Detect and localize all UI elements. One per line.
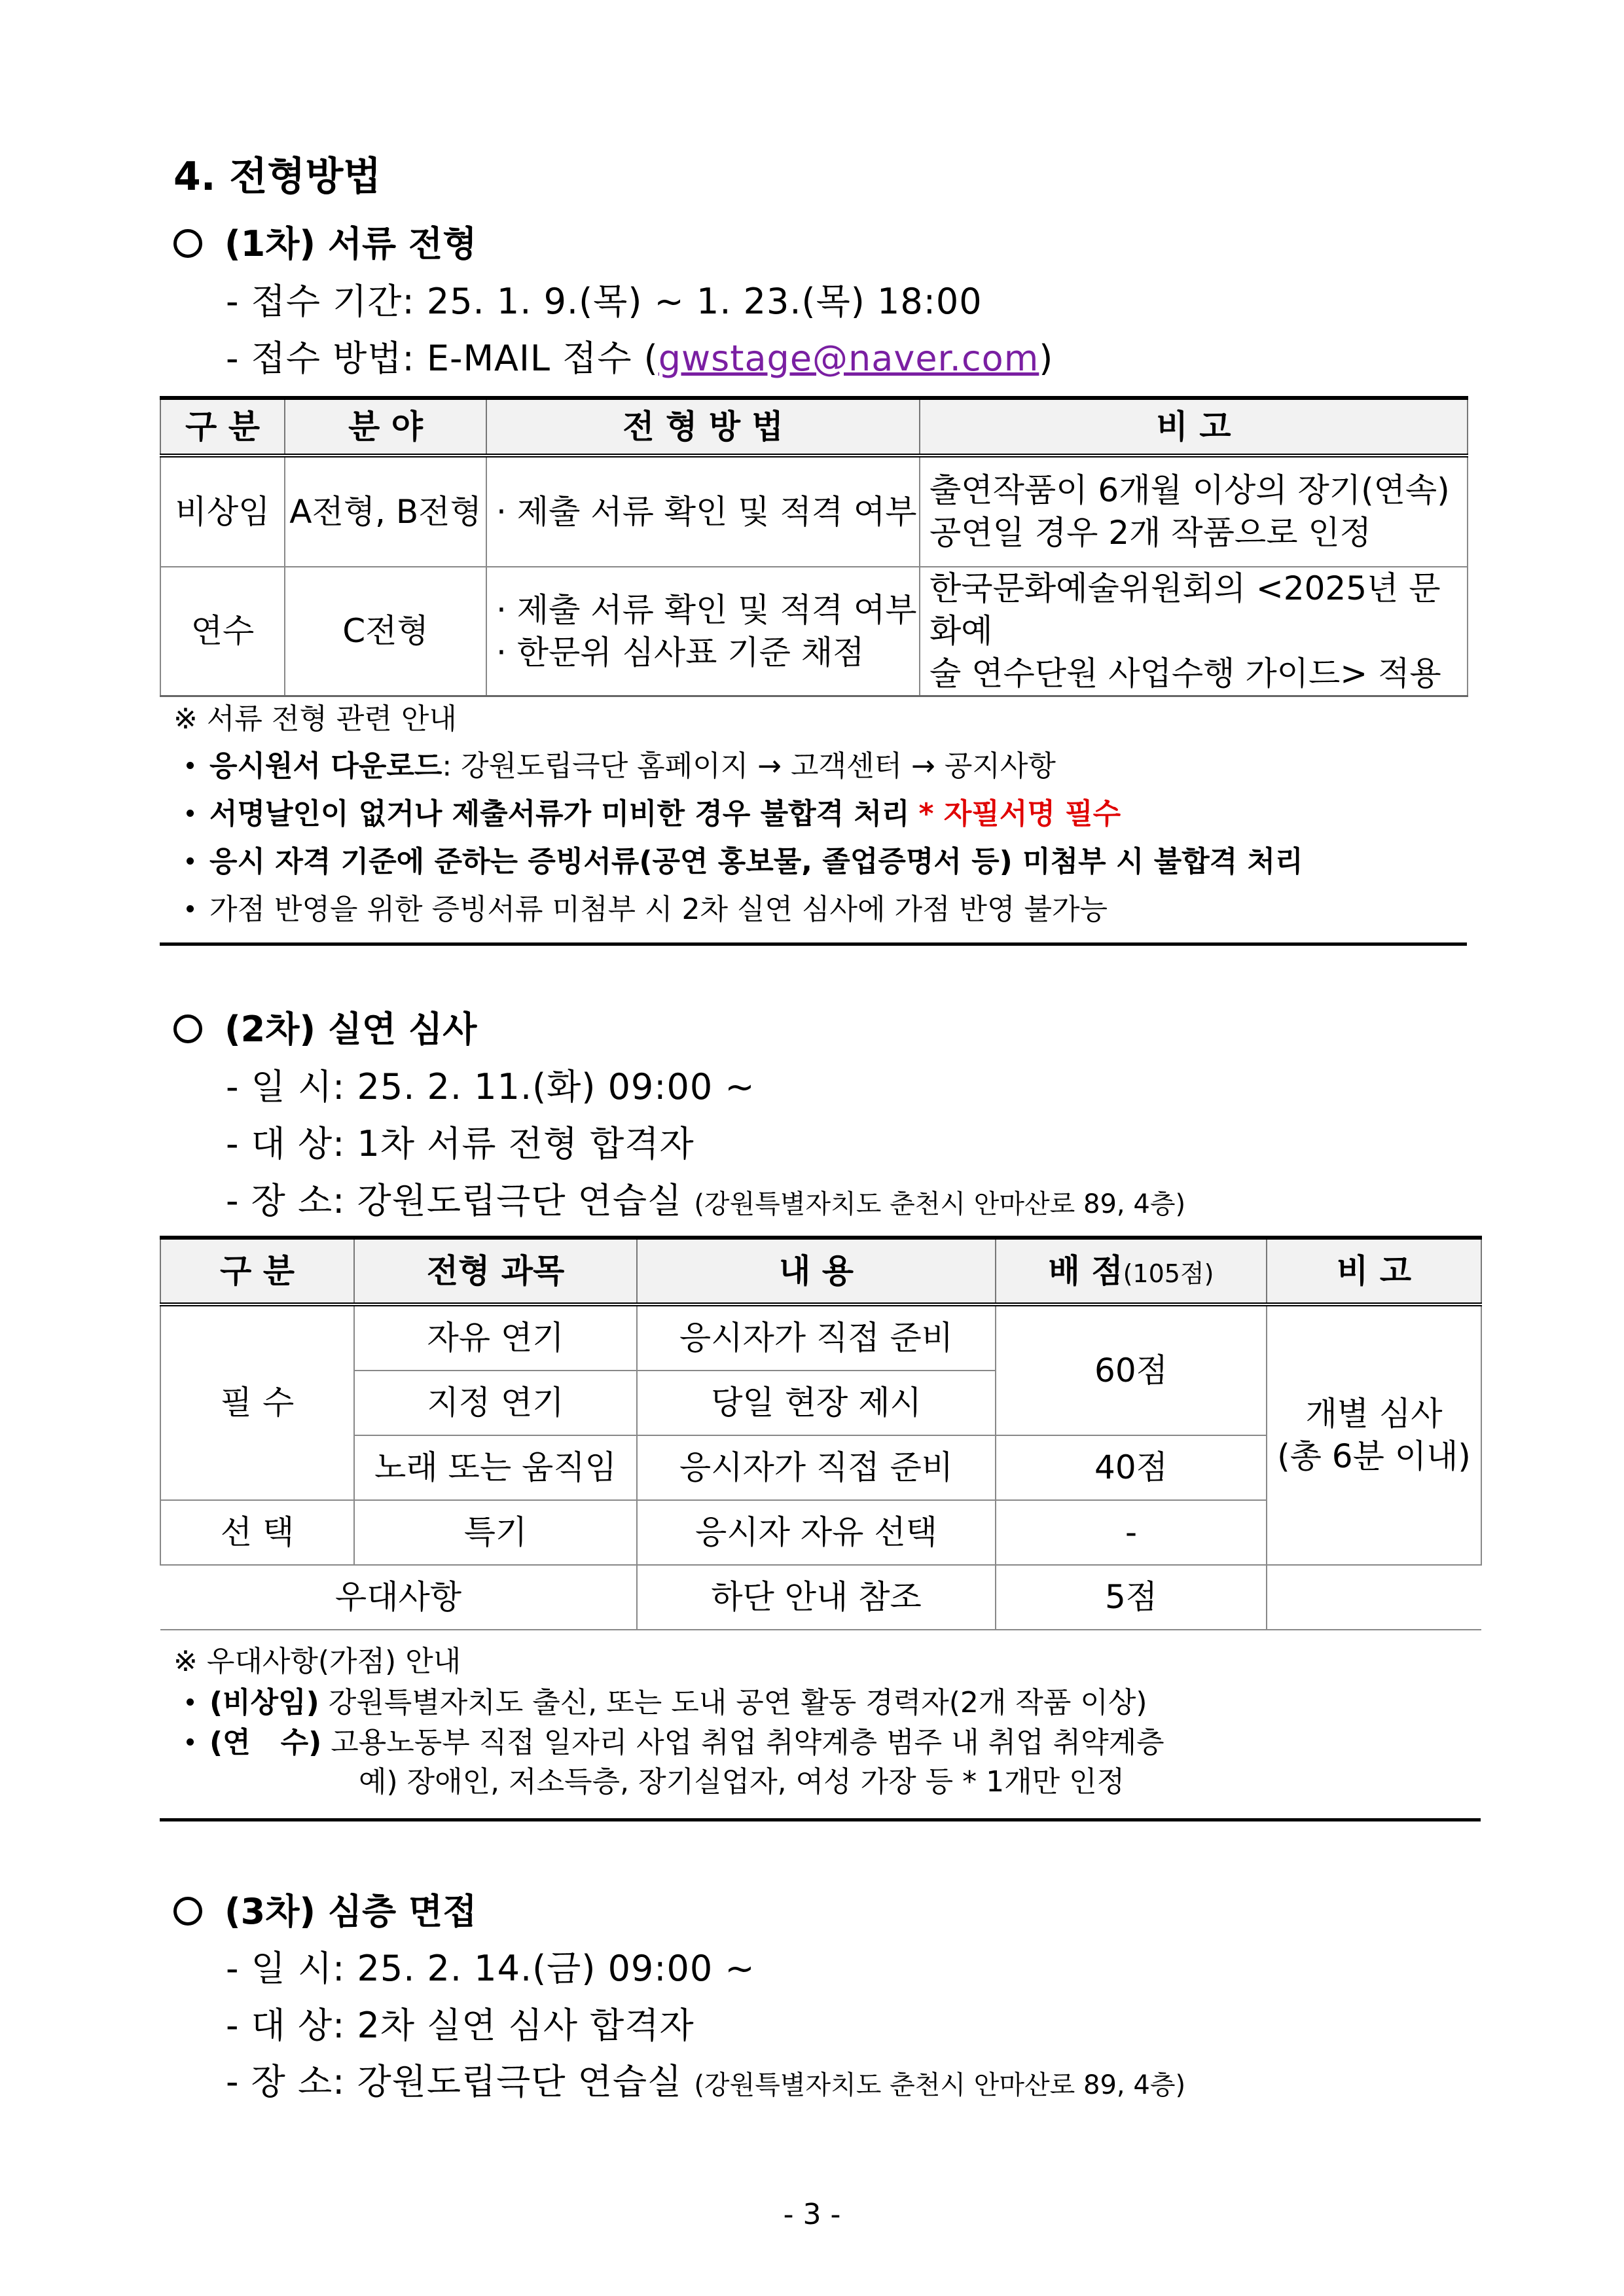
table-row	[160, 456, 1468, 567]
table-row	[160, 1304, 1481, 1371]
cell-score: 5점	[996, 1565, 1267, 1630]
divider	[160, 1818, 1481, 1821]
stage3-title: (3차) 심층 면접	[173, 1884, 477, 1934]
stage2-guide-item: (비상임) 강원특별자치도 출신, 또는 도내 공연 활동 경력자(2개 작품 이상)	[187, 1679, 1147, 1721]
circle-bullet-icon	[173, 229, 202, 258]
header-cell: 배 점(105점)	[996, 1238, 1267, 1304]
circle-bullet-icon	[173, 1897, 202, 1926]
header-cell: 전형 과목	[354, 1238, 637, 1304]
cell-type: 필 수	[160, 1304, 354, 1500]
cell-method: · 제출 서류 확인 및 적격 여부	[486, 456, 920, 567]
stage3-date: - 일 시: 25. 2. 14.(금) 09:00 ~	[226, 1948, 755, 1989]
cell-type: 비상임	[160, 456, 285, 567]
stage1-guide-item: 가점 반영을 위한 증빙서류 미첨부 시 2차 실연 심사에 가점 반영 불가능	[187, 886, 1108, 927]
table-row	[160, 567, 1468, 696]
stage2-place: - 장 소: 강원도립극단 연습실 (강원특별자치도 춘천시 안마산로 89, 4층)	[226, 1180, 1186, 1221]
stage2-date: - 일 시: 25. 2. 11.(화) 09:00 ~	[226, 1066, 755, 1107]
header-cell: 내 용	[637, 1238, 996, 1304]
cell-content: 응시자가 직접 준비	[637, 1435, 996, 1500]
cell-field: C전형	[285, 567, 486, 696]
table-header-row	[160, 1238, 1481, 1304]
cell-subject: 특기	[354, 1500, 637, 1565]
stage1-title: (1차) 서류 전형	[173, 216, 477, 266]
header-cell: 비 고	[920, 398, 1468, 456]
stage2-guide-cont: 예) 장애인, 저소득층, 장기실업자, 여성 가장 등 * 1개만 인정	[359, 1765, 1125, 1799]
cell-content: 응시자가 직접 준비	[637, 1304, 996, 1371]
stage2-title: (2차) 실연 심사	[173, 1001, 477, 1052]
cell-subject: 지정 연기	[354, 1371, 637, 1435]
cell-score: 60점	[996, 1304, 1267, 1435]
stage3-target: - 대 상: 2차 실연 심사 합격자	[226, 2005, 695, 2046]
table-header-row	[160, 398, 1468, 456]
header-cell: 전 형 방 법	[486, 398, 920, 456]
bullet-dot-icon	[187, 1698, 194, 1706]
stage1-table	[160, 396, 1468, 697]
divider	[160, 942, 1467, 946]
page-number: - 3 -	[783, 2198, 841, 2231]
bullet-dot-icon	[187, 762, 194, 769]
cell-note: 출연작품이 6개월 이상의 장기(연속) 공연일 경우 2개 작품으로 인정	[920, 456, 1468, 567]
stage1-guide-title: ※ 서류 전형 관련 안내	[173, 702, 457, 736]
email-link[interactable]: gwstage@naver.com	[658, 338, 1039, 379]
cell-note: 개별 심사 (총 6분 이내)	[1267, 1304, 1481, 1565]
header-cell: 분 야	[285, 398, 486, 456]
bullet-dot-icon	[187, 1738, 194, 1746]
header-cell: 구 분	[160, 1238, 354, 1304]
cell-type: 연수	[160, 567, 285, 696]
cell-note: 한국문화예술위원회의 <2025년 문화예 술 연수단원 사업수행 가이드> 적용	[920, 567, 1468, 696]
bullet-dot-icon	[187, 810, 194, 817]
bullet-dot-icon	[187, 857, 194, 865]
cell-type: 선 택	[160, 1500, 354, 1565]
stage3-place: - 장 소: 강원도립극단 연습실 (강원특별자치도 춘천시 안마산로 89, 4층)	[226, 2061, 1186, 2102]
stage2-table	[160, 1236, 1482, 1630]
stage1-guide-item: 응시 자격 기준에 준하는 증빙서류(공연 홍보물, 졸업증명서 등) 미첨부 시 불합격 처리	[187, 838, 1303, 880]
cell-type: 우대사항	[160, 1565, 637, 1630]
circle-bullet-icon	[173, 1014, 202, 1043]
stage1-guide-item: 서명날인이 없거나 제출서류가 미비한 경우 불합격 처리 * 자필서명 필수	[187, 790, 1121, 832]
bullet-dot-icon	[187, 905, 194, 912]
stage1-guide-item: 응시원서 다운로드: 강원도립극단 홈페이지 → 고객센터 → 공지사항	[187, 742, 1056, 784]
section-heading: 4. 전형방법	[173, 154, 382, 200]
stage1-method: - 접수 방법: E-MAIL 접수 (gwstage@naver.com)	[226, 338, 1054, 379]
table-row	[160, 1565, 1481, 1630]
cell-score: -	[996, 1500, 1267, 1565]
cell-field: A전형, B전형	[285, 456, 486, 567]
cell-content: 하단 안내 참조	[637, 1565, 996, 1630]
stage2-target: - 대 상: 1차 서류 전형 합격자	[226, 1123, 695, 1164]
stage2-guide-item: (연 수) 고용노동부 직접 일자리 사업 취업 취약계층 범주 내 취업 취약계층	[187, 1719, 1164, 1761]
cell-note	[1267, 1565, 1481, 1630]
cell-method: · 제출 서류 확인 및 적격 여부 · 한문위 심사표 기준 채점	[486, 567, 920, 696]
header-cell: 비 고	[1267, 1238, 1481, 1304]
cell-subject: 자유 연기	[354, 1304, 637, 1371]
cell-content: 응시자 자유 선택	[637, 1500, 996, 1565]
stage2-guide-title: ※ 우대사항(가점) 안내	[173, 1645, 461, 1678]
cell-score: 40점	[996, 1435, 1267, 1500]
cell-subject: 노래 또는 움직임	[354, 1435, 637, 1500]
stage1-period: - 접수 기간: 25. 1. 9.(목) ~ 1. 23.(목) 18:00	[226, 281, 983, 322]
header-cell: 구 분	[160, 398, 285, 456]
cell-content: 당일 현장 제시	[637, 1371, 996, 1435]
